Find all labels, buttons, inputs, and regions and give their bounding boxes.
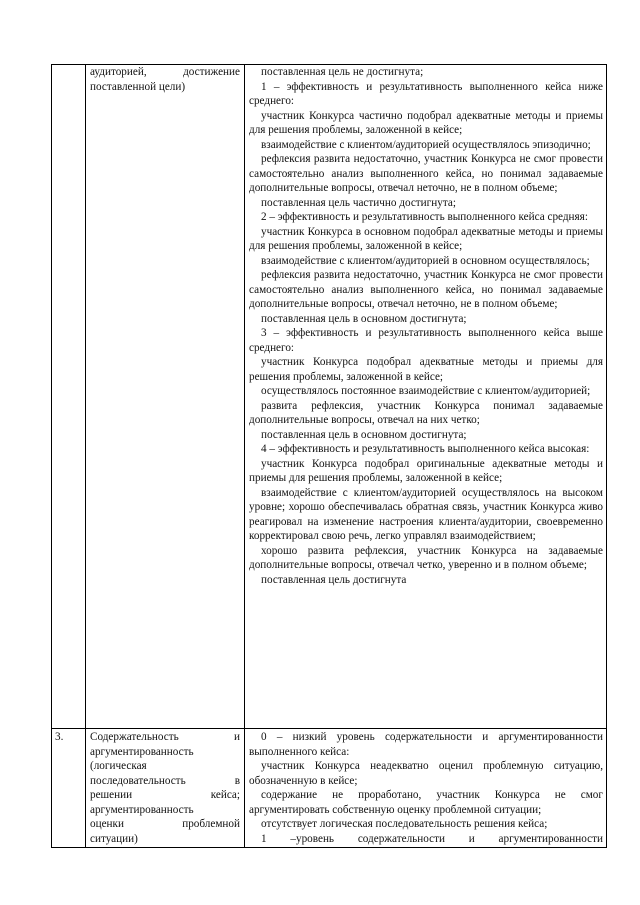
description-paragraph: участник Конкурса подобрал оригинальные адекватные методы и приемы для решения проблемы, заложенной в кейсе; (249, 457, 603, 484)
description-paragraph: содержание не проработано, участник Конкурса не смог аргументировать собственную оценку проблемной ситуации; (249, 789, 603, 816)
description-paragraph: 4 – эффективность и результативность выполненного кейса высокая: (261, 443, 590, 455)
criterion-line: аргументированность (90, 803, 194, 816)
criterion-cell (90, 65, 240, 94)
criterion-line: аудиторией, достижение (90, 66, 240, 78)
criterion-line: последовательность в (90, 774, 240, 787)
criterion-line: оценки проблемной (90, 818, 240, 830)
description-paragraph: 3 – эффективность и результативность выполненного кейса выше среднего: (249, 327, 603, 354)
row-divider (51, 728, 607, 729)
description-paragraph: участник Конкурса подобрал адекватные методы и приемы для решения проблемы, заложенной в кейсе; (249, 356, 603, 383)
description-paragraph: участник Конкурса неадекватно оценил проблемную ситуацию, обозначенную в кейсе; (249, 760, 603, 787)
description-paragraph: участник Конкурса частично подобрал адекватные методы и приемы для решения проблемы, заложенной в кейсе; (249, 109, 603, 136)
description-paragraph: участник Конкурса в основном подобрал адекватные методы и приемы для решения проблемы, заложенной в кейсе; (249, 225, 603, 252)
description-cell (249, 65, 603, 587)
description-paragraph: 2 – эффективность и результативность выполненного кейса средняя: (261, 211, 588, 223)
criterion-line: поставленной цели) (90, 80, 186, 93)
table-bottom-border (51, 847, 607, 848)
description-paragraph: развита рефлексия, участник Конкурса понимал задаваемые дополнительные вопросы, отвечал на них четко; (249, 399, 603, 426)
table-left-border (51, 64, 52, 848)
criterion-cell (90, 730, 240, 846)
description-paragraph: поставленная цель в основном достигнута; (261, 312, 467, 325)
criterion-line: аргументированность (90, 745, 194, 758)
description-paragraph: осуществлялось постоянное взаимодействие с клиентом/аудиторией; (261, 385, 591, 397)
criterion-line: Содержательность и (90, 731, 240, 743)
description-paragraph: взаимодействие с клиентом/аудиторией в основном осуществлялось; (261, 254, 590, 267)
criterion-line: решении кейса; (90, 789, 240, 801)
description-cell (249, 730, 603, 846)
description-paragraph: 1 –уровень содержательности и аргументированности (261, 832, 603, 845)
description-paragraph: 1 – эффективность и результативность выполненного кейса ниже среднего: (249, 80, 603, 107)
description-paragraph: отсутствует логическая последовательность решения кейса; (261, 818, 548, 830)
description-paragraph: поставленная цель частично достигнута; (261, 196, 456, 209)
description-paragraph: взаимодействие с клиентом/аудиторией осуществлялось эпизодично; (261, 138, 591, 151)
description-paragraph: рефлексия развита недостаточно, участник Конкурса не смог провести самостоятельно анализ выполненного кейса, но понимал задаваемые дополнительные вопросы, отвечал неточно, не в полном объеме; (249, 153, 603, 194)
column-divider-2 (244, 64, 245, 848)
description-paragraph: поставленная цель в основном достигнута; (261, 428, 467, 441)
criterion-line: (логическая (90, 760, 147, 772)
description-paragraph: поставленная цель не достигнута; (261, 66, 424, 78)
description-paragraph: хорошо развита рефлексия, участник Конкурса на задаваемые дополнительные вопросы, отвечал четко, уверенно и в полном объеме; (249, 544, 603, 571)
table-right-border (606, 64, 607, 848)
description-paragraph: взаимодействие с клиентом/аудиторией осуществлялось на высоком уровне; хорошо обеспечивалась обратная связь, участник Конкурса живо реагировал на изменение настроения клиента/аудитории, своевременно корректировал свою речь, легко управлял взаимодействием; (249, 486, 603, 542)
criterion-line: ситуации) (90, 832, 138, 845)
column-divider-1 (85, 64, 86, 848)
description-paragraph: рефлексия развита недостаточно, участник Конкурса не смог провести самостоятельно анализ выполненного кейса, но понимал задаваемые дополнительные вопросы, отвечал неточно, не в полном объеме; (249, 269, 603, 310)
description-paragraph: 0 – низкий уровень содержательности и аргументированности выполненного кейса: (249, 731, 603, 758)
description-paragraph: поставленная цель достигнута (261, 573, 407, 586)
criteria-table (51, 64, 607, 848)
row-number: 3. (55, 731, 64, 743)
